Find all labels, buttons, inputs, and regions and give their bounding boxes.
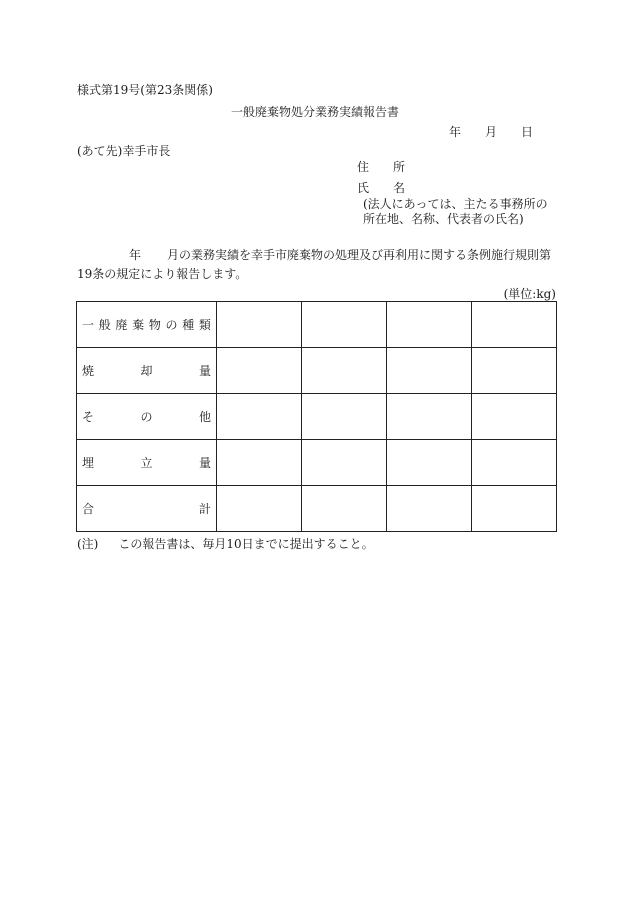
value-cell[interactable] <box>302 486 387 532</box>
table-row <box>77 440 557 486</box>
value-cell[interactable] <box>217 486 302 532</box>
body-text: 月の業務実績を幸手市廃棄物の処理及び再利用に関する条例施行規則第19条の規定により報告します。 <box>77 248 552 281</box>
report-table <box>76 301 557 532</box>
name-label-char-1: 氏 <box>357 181 370 195</box>
value-cell[interactable] <box>472 440 557 486</box>
value-cell[interactable] <box>302 394 387 440</box>
value-cell[interactable] <box>472 348 557 394</box>
address-label-char-2: 所 <box>393 160 406 174</box>
date-line <box>449 124 533 140</box>
value-cell[interactable] <box>387 440 472 486</box>
corporate-note-line-2: 所在地、名称、代表者の氏名) <box>363 212 524 226</box>
row-label-char: 類 <box>198 318 211 332</box>
row-label-char: 廃 <box>115 318 128 332</box>
row-label-char: 種 <box>182 318 195 332</box>
row-label-char: 焼 <box>82 364 95 378</box>
row-label-char: 却 <box>140 364 153 378</box>
table-row <box>77 486 557 532</box>
name-label <box>357 180 405 196</box>
row-label <box>77 302 217 348</box>
date-day: 日 <box>521 125 534 139</box>
row-label-char: 物 <box>148 318 161 332</box>
row-label <box>77 486 217 532</box>
address-label-char-1: 住 <box>357 160 370 174</box>
value-cell[interactable] <box>217 348 302 394</box>
value-cell[interactable] <box>387 348 472 394</box>
row-label <box>77 394 217 440</box>
row-label-char: 埋 <box>82 456 95 470</box>
row-label-char: 他 <box>198 410 211 424</box>
corporate-note-line-1: (法人にあっては、主たる事務所の <box>363 197 548 211</box>
row-label-char: 一 <box>82 318 95 332</box>
report-statement <box>77 246 557 284</box>
row-label-char: 量 <box>198 456 211 470</box>
date-month: 月 <box>485 125 498 139</box>
value-cell[interactable] <box>472 302 557 348</box>
value-cell[interactable] <box>302 440 387 486</box>
address-label <box>357 159 405 175</box>
value-cell[interactable] <box>217 394 302 440</box>
form-number: 様式第19号(第23条関係) <box>77 83 213 97</box>
document-title: 一般廃棄物処分業務実績報告書 <box>230 105 399 119</box>
addressee: (あて先)幸手市長 <box>77 144 171 158</box>
value-cell[interactable] <box>472 486 557 532</box>
footnote <box>77 536 374 552</box>
note-text: この報告書は、毎月10日までに提出すること。 <box>118 537 374 551</box>
value-cell[interactable] <box>302 302 387 348</box>
row-label-char: 合 <box>82 502 95 516</box>
table-row <box>77 348 557 394</box>
body-year-mark: 年 <box>129 248 142 262</box>
name-label-char-2: 名 <box>393 181 406 195</box>
unit-label: (単位:kg) <box>503 287 556 301</box>
date-year: 年 <box>449 125 462 139</box>
value-cell[interactable] <box>387 394 472 440</box>
row-label-char: 量 <box>198 364 211 378</box>
row-label-char: 般 <box>98 318 111 332</box>
row-label-char: 棄 <box>132 318 145 332</box>
value-cell[interactable] <box>472 394 557 440</box>
value-cell[interactable] <box>302 348 387 394</box>
row-label-char: の <box>140 410 153 424</box>
row-label-char: そ <box>82 410 95 424</box>
note-mark: (注) <box>77 537 99 551</box>
value-cell[interactable] <box>387 486 472 532</box>
row-label-char: 立 <box>140 456 153 470</box>
value-cell[interactable] <box>217 302 302 348</box>
table-row <box>77 302 557 348</box>
table-row <box>77 394 557 440</box>
row-label-char: の <box>165 318 178 332</box>
value-cell[interactable] <box>387 302 472 348</box>
row-label <box>77 348 217 394</box>
row-label <box>77 440 217 486</box>
value-cell[interactable] <box>217 440 302 486</box>
row-label-char: 計 <box>198 502 211 516</box>
